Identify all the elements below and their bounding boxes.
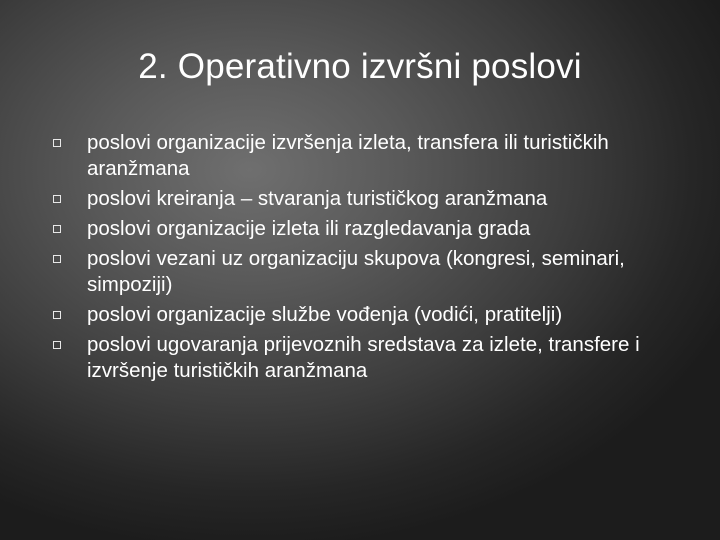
hollow-square-icon	[53, 255, 61, 263]
list-item	[46, 332, 686, 384]
list-item	[46, 302, 686, 328]
list-item	[46, 130, 686, 182]
bullet-list	[46, 130, 686, 388]
list-item-text: poslovi ugovaranja prijevoznih sredstava za izlete, transfere i izvršenje turističkih aranžmana	[87, 333, 640, 382]
hollow-square-icon	[53, 311, 61, 319]
list-item	[46, 246, 686, 298]
list-item-text: poslovi organizacije izleta ili razgledavanja grada	[87, 217, 531, 240]
slide-title: 2. Operativno izvršni poslovi	[138, 47, 582, 86]
hollow-square-icon	[53, 225, 61, 233]
hollow-square-icon	[53, 195, 61, 203]
list-item	[46, 216, 686, 242]
list-item-text: poslovi organizacije izvršenja izleta, transfera ili turističkih aranžmana	[87, 131, 609, 180]
list-item-text: poslovi vezani uz organizaciju skupova (kongresi, seminari, simpoziji)	[87, 247, 625, 296]
hollow-square-icon	[53, 341, 61, 349]
list-item-text: poslovi organizacije službe vođenja (vodići, pratitelji)	[87, 303, 563, 326]
list-item-text: poslovi kreiranja – stvaranja turističkog aranžmana	[87, 187, 548, 210]
list-item	[46, 186, 686, 212]
hollow-square-icon	[53, 139, 61, 147]
